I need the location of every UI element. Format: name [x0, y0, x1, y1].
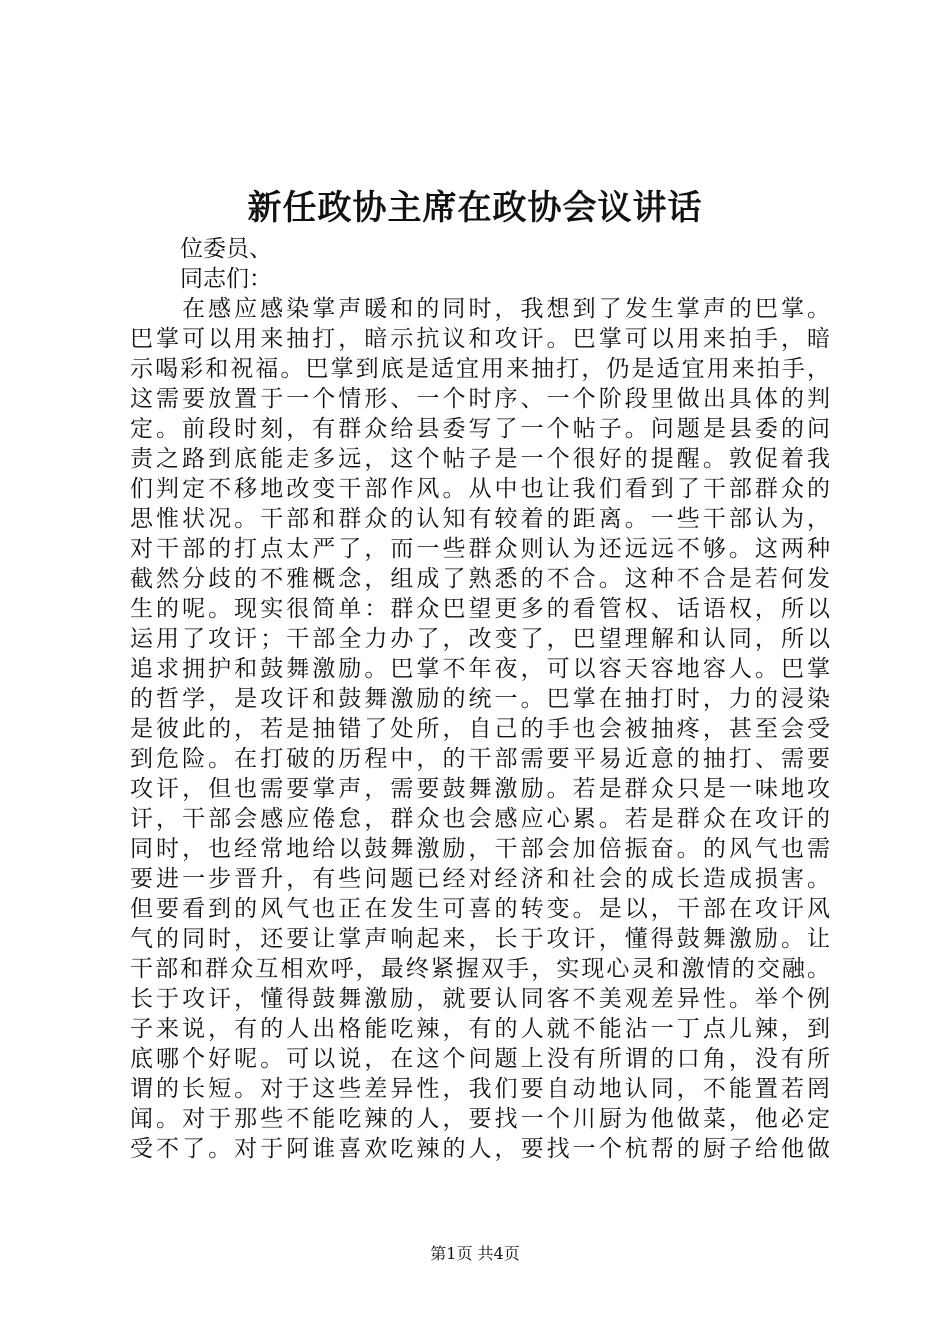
- page-footer: [0, 1244, 950, 1264]
- text-line: 定。前段时刻，有群众给县委写了一个帖子。问题是县委的问: [130, 416, 830, 442]
- document-title: 新任政协主席在政协会议讲话: [247, 188, 703, 228]
- text-line: 干部和群众互相欢呼，最终紧握双手，实现心灵和激情的交融。: [130, 956, 830, 982]
- salutation-line: 同志们：: [180, 266, 272, 292]
- text-line: 攻讦，但也需要掌声，需要鼓舞激励。若是群众只是一味地攻: [130, 776, 830, 802]
- text-line: 截然分歧的不雅概念，组成了熟悉的不合。这种不合是若何发: [130, 566, 830, 592]
- text-line: 们判定不移地改变干部作风。从中也让我们看到了干部群众的: [130, 476, 830, 502]
- text-line: 底哪个好呢。可以说，在这个问题上没有所谓的口角，没有所: [130, 1046, 830, 1072]
- text-line: 在感应感染掌声暖和的同时，我想到了发生掌声的巴掌。: [182, 296, 830, 322]
- page-number: 第1页 共4页: [430, 1244, 520, 1263]
- text-line: 气的同时，还要让掌声响起来，长于攻讦，懂得鼓舞激励。让: [130, 926, 830, 952]
- text-line: 责之路到底能走多远，这个帖子是一个很好的提醒。敦促着我: [130, 446, 830, 472]
- text-line: 这需要放置于一个情形、一个时序、一个阶段里做出具体的判: [130, 386, 830, 412]
- text-line: 示喝彩和祝福。巴掌到底是适宜用来抽打，仍是适宜用来拍手，: [130, 356, 830, 382]
- text-line: 的哲学，是攻讦和鼓舞激励的统一。巴掌在抽打时，力的浸染: [130, 686, 830, 712]
- text-line: 受不了。对于阿谁喜欢吃辣的人，要找一个杭帮的厨子给他做: [130, 1136, 830, 1162]
- salutation-line: 位委员、: [180, 236, 272, 262]
- text-line: 追求拥护和鼓舞激励。巴掌不年夜，可以容天容地容人。巴掌: [130, 656, 830, 682]
- text-line: 闻。对于那些不能吃辣的人，要找一个川厨为他做菜，他必定: [130, 1106, 830, 1132]
- text-line: 但要看到的风气也正在发生可喜的转变。是以，干部在攻讦风: [130, 896, 830, 922]
- text-line: 巴掌可以用来抽打，暗示抗议和攻讦。巴掌可以用来拍手，暗: [130, 326, 830, 352]
- text-line: 运用了攻讦；干部全力办了，改变了，巴望理解和认同，所以: [130, 626, 830, 652]
- text-line: 对干部的打点太严了，而一些群众则认为还远远不够。这两种: [130, 536, 830, 562]
- text-line: 生的呢。现实很简单：群众巴望更多的看管权、话语权，所以: [130, 596, 830, 622]
- text-line: 要进一步晋升，有些问题已经对经济和社会的成长造成损害。: [130, 866, 830, 892]
- text-line: 讦，干部会感应倦怠，群众也会感应心累。若是群众在攻讦的: [130, 806, 830, 832]
- document-body: [130, 234, 830, 1164]
- text-line: 到危险。在打破的历程中，的干部需要平易近意的抽打、需要: [130, 746, 830, 772]
- text-line: 长于攻讦，懂得鼓舞激励，就要认同客不美观差异性。举个例: [130, 986, 830, 1012]
- text-line: 子来说，有的人出格能吃辣，有的人就不能沾一丁点儿辣，到: [130, 1016, 830, 1042]
- text-line: 谓的长短。对于这些差异性，我们要自动地认同，不能置若罔: [130, 1076, 830, 1102]
- text-line: 同时，也经常地给以鼓舞激励，干部会加倍振奋。的风气也需: [130, 836, 830, 862]
- text-line: 是彼此的，若是抽错了处所，自己的手也会被抽疼，甚至会受: [130, 716, 830, 742]
- text-line: 思惟状况。干部和群众的认知有较着的距离。一些干部认为，: [130, 506, 830, 532]
